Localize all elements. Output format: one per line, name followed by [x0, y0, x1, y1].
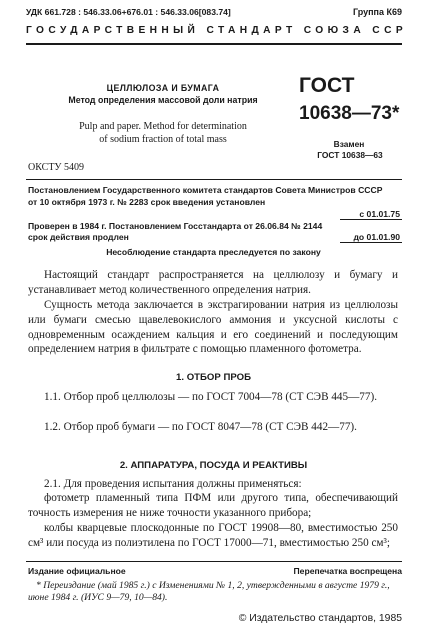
okstu-code: ОКСТУ 5409 — [28, 162, 85, 173]
reprint-prohibited: Перепечатка воспрещена — [293, 566, 402, 576]
official-edition: Издание официальное — [28, 566, 126, 576]
gost-number: 10638—73* — [299, 103, 400, 124]
title-en-line1: Pulp and paper. Method for determination — [79, 121, 247, 132]
title-en-line2: of sodium fraction of total mass — [99, 134, 227, 145]
decree-date2-rule — [340, 242, 402, 243]
replaces-value: ГОСТ 10638—63 — [317, 150, 383, 160]
section-2-title: 2. АППАРАТУРА, ПОСУДА И РЕАКТИВЫ — [119, 460, 308, 471]
paragraph-method: Сущность метода заключается в экстрагировании натрия из целлюлозы или бумаги смесью щавелевокислого аммония и уксусной кислоты с одновременным осаждением кальция и его соединений и последующим определением натрия в фильтрате с помощью пламенного фотометра. — [28, 299, 398, 356]
decree-line3: Проверен в 1984 г. Постановлением Госстандарта от 26.06.84 № 2144 — [28, 221, 323, 231]
group-code: Группа К69 — [352, 7, 402, 17]
decree-date1: с 01.01.75 — [359, 209, 400, 219]
decree-line2: от 10 октября 1973 г. № 2283 срок введения установлен — [28, 197, 266, 207]
title-ru-main: ЦЕЛЛЮЛОЗА И БУМАГА — [106, 83, 220, 93]
decree-line1: Постановлением Государственного комитета стандартов Совета Министров СССР — [28, 185, 383, 195]
decree-date1-rule — [340, 219, 402, 220]
decree-line4: срок действия продлен — [28, 232, 129, 242]
gost-label: ГОСТ — [299, 74, 355, 97]
replaces-label: Взамен — [333, 139, 365, 149]
paragraph-scope: Настоящий стандарт распространяется на целлюлозу и бумагу и устанавливает метод количественного определения натрия. — [28, 269, 398, 296]
section-1-title: 1. ОТБОР ПРОБ — [176, 372, 251, 383]
copyright: © Издательство стандартов, 1985 — [238, 613, 402, 624]
law-warning: Несоблюдение стандарта преследуется по закону — [106, 247, 321, 257]
title-ru-sub: Метод определения массовой доли натрия — [68, 95, 258, 105]
footer-rule — [26, 561, 402, 562]
standard-banner: ГОСУДАРСТВЕННЫЙ СТАНДАРТ СОЮЗА ССР — [26, 25, 408, 36]
equipment-flasks: колбы кварцевые плоскодонные по ГОСТ 19908—80, вместимостью 250 см³ или посуда из полиэтилена по ГОСТ 17000—71, вместимостью 250 см³; — [28, 522, 398, 549]
equipment-photometer: фотометр пламенный типа ПФМ или другого типа, обеспечивающий точность измерения не ниже точности указанного прибора; — [28, 492, 398, 519]
title-rule — [26, 179, 402, 180]
clause-1-1: 1.1. Отбор проб целлюлозы — по ГОСТ 7004—78 (СТ СЭВ 445—77). — [44, 391, 378, 403]
udk-code: УДК 661.728 : 546.33.06+676.01 : 546.33.06[083.74] — [26, 7, 231, 17]
decree-date2: до 01.01.90 — [353, 232, 400, 242]
header-rule — [26, 43, 402, 45]
clause-1-2: 1.2. Отбор проб бумаги — по ГОСТ 8047—78 (СТ СЭВ 442—77). — [44, 421, 357, 433]
clause-2-1: 2.1. Для проведения испытания должны применяться: — [44, 478, 302, 490]
reissue-footnote: * Переиздание (май 1985 г.) с Изменениями № 1, 2, утвержденными в августе 1979 г., июне 1984 г. (ИУС 9—79, 10—84). — [28, 580, 390, 603]
